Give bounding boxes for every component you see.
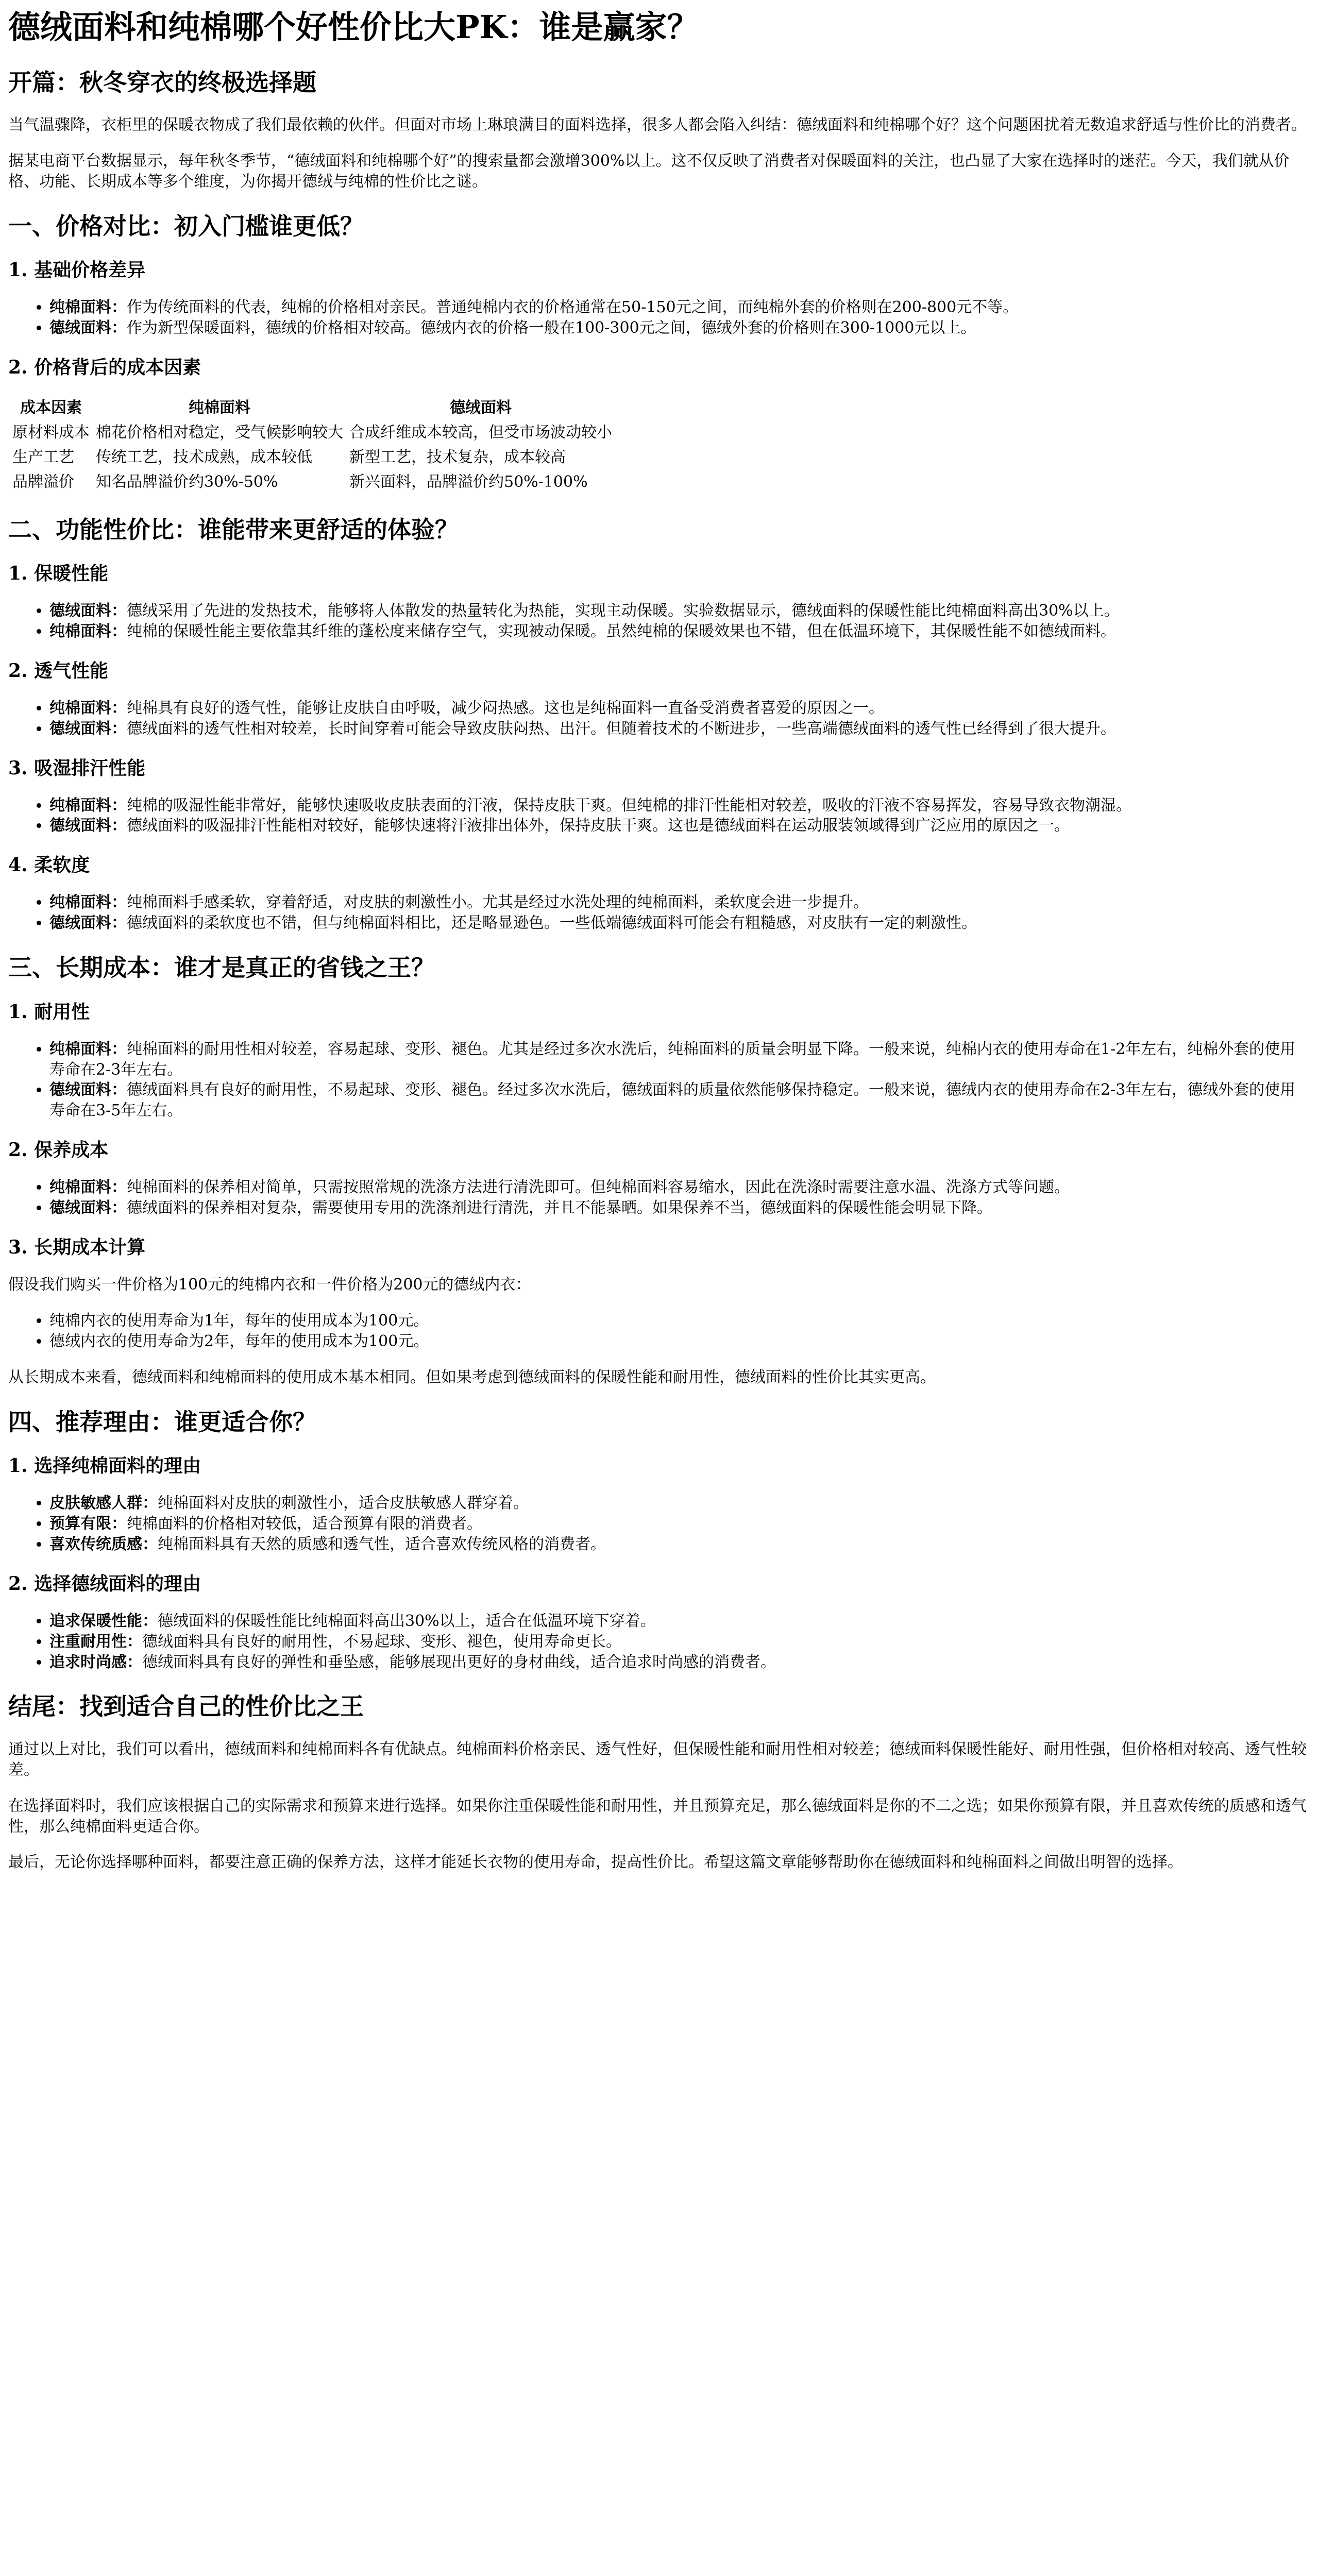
softness-list — [8, 892, 1311, 934]
subsection-cotton-reasons-heading: 1. 选择纯棉面料的理由 — [8, 1455, 201, 1477]
subsection-base-price-heading: 1. 基础价格差异 — [8, 259, 146, 281]
table-header-cell: 德绒面料 — [450, 398, 512, 417]
cost-calc-conclusion: 从长期成本来看，德绒面料和纯棉面料的使用成本基本相同。但如果考虑到德绒面料的保暖性能和耐用性，德绒面料的性价比其实更高。 — [8, 1368, 936, 1386]
subsection-cost-factors-heading: 2. 价格背后的成本因素 — [8, 356, 201, 378]
list-item — [49, 1652, 1311, 1673]
list-item — [49, 1534, 1311, 1555]
item-label: 德绒面料： — [49, 914, 127, 933]
list-item: • 德绒内衣的使用寿命为2年，每年的使用成本为100元。 — [49, 1331, 1311, 1352]
list-item — [49, 816, 1311, 836]
item-label: 追求时尚感： — [49, 1653, 142, 1671]
table-cell: 合成纤维成本较高，但受市场波动较小 — [349, 423, 612, 442]
item-label: 德绒面料： — [49, 719, 127, 738]
item-label: 德绒面料： — [49, 817, 127, 835]
list-item — [49, 1493, 1311, 1514]
item-label: 德绒面料： — [49, 602, 127, 620]
item-text: 纯棉面料手感柔软，穿着舒适，对皮肤的刺激性小。尤其是经过水洗处理的纯棉面料，柔软度会进一步提升。 — [127, 893, 869, 912]
subsection-breathability-heading: 2. 透气性能 — [8, 659, 109, 682]
item-text: 德绒采用了先进的发热技术，能够将人体散发的热量转化为热能，实现主动保暖。实验数据显示，德绒面料的保暖性能比纯棉面料高出30%以上。 — [127, 602, 1120, 620]
cost-factors-table — [8, 395, 616, 496]
item-label: 预算有限： — [49, 1514, 127, 1533]
list-item — [49, 1198, 1311, 1218]
item-label: 喜欢传统质感： — [49, 1535, 158, 1553]
item-label: 德绒面料： — [49, 1081, 127, 1099]
item-text: 德绒面料具有良好的耐用性，不易起球、变形、褪色。经过多次水洗后，德绒面料的质量依然能够保持稳定。一般来说，德绒内衣的使用寿命在2-3年左右，德绒外套的使用寿命在3-5年左右。 — [49, 1081, 1296, 1120]
item-text: 纯棉面料的价格相对较低，适合预算有限的消费者。 — [127, 1514, 482, 1533]
item-label: 追求保暖性能： — [49, 1612, 158, 1630]
item-label: 纯棉面料： — [49, 893, 127, 912]
ending-paragraph-3: 最后，无论你选择哪种面料，都要注意正确的保养方法，这样才能延长衣物的使用寿命，提高性价比。希望这篇文章能够帮助你在德绒面料和纯棉面料之间做出明智的选择。 — [8, 1853, 1183, 1872]
item-text: 德绒面料的柔软度也不错，但与纯棉面料相比，还是略显逊色。一些低端德绒面料可能会有粗糙感，对皮肤有一定的刺激性。 — [127, 914, 977, 933]
item-text: 德绒面料的吸湿排汗性能相对较好，能够快速将汗液排出体外，保持皮肤干爽。这也是德绒面料在运动服装领域得到广泛应用的原因之一。 — [127, 817, 1070, 835]
item-label: 纯棉面料： — [49, 622, 127, 640]
item-text: 纯棉面料对皮肤的刺激性小，适合皮肤敏感人群穿着。 — [158, 1494, 529, 1513]
list-item — [49, 1080, 1311, 1121]
table-cell: 原材料成本 — [12, 423, 90, 442]
list-item — [49, 601, 1311, 621]
warmth-list — [8, 601, 1311, 642]
care-cost-list — [8, 1177, 1311, 1218]
item-text: 德绒面料的保暖性能比纯棉面料高出30%以上，适合在低温环境下穿着。 — [158, 1612, 656, 1630]
item-label: 纯棉面料： — [49, 298, 127, 317]
breathability-list — [8, 698, 1311, 739]
item-text: 纯棉的吸湿性能非常好，能够快速吸收皮肤表面的汗液，保持皮肤干爽。但纯棉的排汗性能相对较差，吸收的汗液不容易挥发，容易导致衣物潮湿。 — [127, 796, 1131, 815]
cotton-reasons-list — [8, 1493, 1311, 1555]
intro-paragraph-2: 据某电商平台数据显示，每年秋冬季节，“德绒面料和纯棉哪个好”的搜索量都会激增300%以上。这不仅反映了消费者对保暖面料的关注，也凸显了大家在选择时的迷茫。今天，我们就从价格、功能、长期成本等多个维度，为你揭开德绒与纯棉的性价比之谜。 — [8, 151, 1290, 191]
list-item: • 纯棉内衣的使用寿命为1年，每年的使用成本为100元。 — [49, 1311, 1311, 1331]
item-text: 德绒面料的保养相对复杂，需要使用专用的洗涤剂进行清洗，并且不能暴晒。如果保养不当，德绒面料的保暖性能会明显下降。 — [127, 1199, 992, 1217]
ending-paragraph-1: 通过以上对比，我们可以看出，德绒面料和纯棉面料各有优缺点。纯棉面料价格亲民、透气性好，但保暖性能和耐用性相对较差；德绒面料保暖性能好、耐用性强，但价格相对较高、透气性较差。 — [8, 1740, 1307, 1779]
table-row — [10, 446, 614, 469]
item-text: 纯棉面料的耐用性相对较差，容易起球、变形、褪色。尤其是经过多次水洗后，纯棉面料的质量会明显下降。一般来说，纯棉内衣的使用寿命在1-2年左右，纯棉外套的使用寿命在2-3年左右。 — [49, 1040, 1296, 1079]
item-label: 纯棉面料： — [49, 796, 127, 815]
list-item — [49, 719, 1311, 739]
moisture-list — [8, 795, 1311, 837]
item-label: 纯棉面料： — [49, 699, 127, 717]
section-recommend-heading: 四、推荐理由：谁更适合你？ — [8, 1408, 316, 1436]
table-cell: 品牌溢价 — [12, 472, 74, 491]
list-item — [49, 698, 1311, 719]
table-cell: 生产工艺 — [12, 448, 74, 466]
list-item — [49, 795, 1311, 816]
list-item — [49, 318, 1311, 338]
item-text: 德绒面料具有良好的弹性和垂坠感，能够展现出更好的身材曲线，适合追求时尚感的消费者。 — [142, 1653, 776, 1671]
item-text: 德绒面料的透气性相对较差，长时间穿着可能会导致皮肤闷热、出汗。但随着技术的不断进步，一些高端德绒面料的透气性已经得到了很大提升。 — [127, 719, 1116, 738]
item-text: 纯棉具有良好的透气性，能够让皮肤自由呼吸，减少闷热感。这也是纯棉面料一直备受消费者喜爱的原因之一。 — [127, 699, 884, 717]
subsection-cost-calc-heading: 3. 长期成本计算 — [8, 1236, 146, 1258]
item-text: 作为传统面料的代表，纯棉的价格相对亲民。普通纯棉内衣的价格通常在50-150元之间，而纯棉外套的价格则在200-800元不等。 — [127, 298, 1019, 317]
subsection-softness-heading: 4. 柔软度 — [8, 854, 90, 876]
ending-paragraph-2: 在选择面料时，我们应该根据自己的实际需求和预算来进行选择。如果你注重保暖性能和耐用性，并且预算充足，那么德绒面料是你的不二之选；如果你预算有限，并且喜欢传统的质感和透气性，那么纯棉面料更适合你。 — [8, 1797, 1307, 1836]
section-price-heading: 一、价格对比：初入门槛谁更低？ — [8, 212, 364, 240]
subsection-care-cost-heading: 2. 保养成本 — [8, 1139, 109, 1161]
item-text: 纯棉面料的保养相对简单，只需按照常规的洗涤方法进行清洗即可。但纯棉面料容易缩水，因此在洗涤时需要注意水温、洗涤方式等问题。 — [127, 1178, 1070, 1197]
ending-heading: 结尾：找到适合自己的性价比之王 — [8, 1692, 364, 1721]
section-longterm-heading: 三、长期成本：谁才是真正的省钱之王？ — [8, 954, 435, 982]
subsection-warmth-heading: 1. 保暖性能 — [8, 563, 109, 585]
table-cell: 新兴面料，品牌溢价约50%-100% — [349, 472, 588, 491]
item-label: 德绒面料： — [49, 319, 127, 337]
table-cell: 新型工艺，技术复杂，成本较高 — [349, 448, 566, 466]
item-text: 作为新型保暖面料，德绒的价格相对较高。德绒内衣的价格一般在100-300元之间，德绒外套的价格则在300-1000元以上。 — [127, 319, 976, 337]
item-text: 纯棉面料具有天然的质感和透气性，适合喜欢传统风格的消费者。 — [158, 1535, 606, 1553]
subsection-moisture-heading: 3. 吸湿排汗性能 — [8, 757, 146, 779]
table-cell: 传统工艺，技术成熟，成本较低 — [96, 448, 312, 466]
table-header-row — [10, 397, 614, 419]
item-label: 纯棉面料： — [49, 1178, 127, 1197]
cost-calc-list — [8, 1311, 1311, 1352]
list-item — [49, 892, 1311, 913]
table-cell: 棉花价格相对稳定，受气候影响较大 — [96, 423, 343, 442]
item-label: 注重耐用性： — [49, 1632, 142, 1651]
item-text: 纯棉的保暖性能主要依靠其纤维的蓬松度来储存空气，实现被动保暖。虽然纯棉的保暖效果也不错，但在低温环境下，其保暖性能不如德绒面料。 — [127, 622, 1116, 640]
table-row — [10, 421, 614, 444]
list-item — [49, 297, 1311, 318]
table-header-cell: 成本因素 — [20, 398, 82, 417]
list-item — [49, 913, 1311, 934]
list-item — [49, 1611, 1311, 1632]
subsection-dering-reasons-heading: 2. 选择德绒面料的理由 — [8, 1572, 201, 1595]
page-title: 德绒面料和纯棉哪个好性价比大PK：谁是赢家？ — [8, 8, 699, 46]
list-item — [49, 1514, 1311, 1534]
base-price-list — [8, 297, 1311, 338]
table-row — [10, 471, 614, 494]
list-item — [49, 1177, 1311, 1198]
cost-calc-paragraph: 假设我们购买一件价格为100元的纯棉内衣和一件价格为200元的德绒内衣： — [8, 1275, 531, 1294]
item-label: 皮肤敏感人群： — [49, 1494, 158, 1513]
item-label: 纯棉面料： — [49, 1040, 127, 1058]
intro-heading: 开篇：秋冬穿衣的终极选择题 — [8, 68, 316, 96]
item-label: 德绒面料： — [49, 1199, 127, 1217]
list-item — [49, 1632, 1311, 1652]
table-header-cell: 纯棉面料 — [189, 398, 250, 417]
item-text: 德绒面料具有良好的耐用性，不易起球、变形、褪色，使用寿命更长。 — [142, 1632, 621, 1651]
section-function-heading: 二、功能性价比：谁能带来更舒适的体验？ — [8, 515, 459, 544]
list-item — [49, 621, 1311, 642]
intro-paragraph-1: 当气温骤降，衣柜里的保暖衣物成了我们最依赖的伙伴。但面对市场上琳琅满目的面料选择，很多人都会陷入纠结：德绒面料和纯棉哪个好？这个问题困扰着无数追求舒适与性价比的消费者。 — [8, 116, 1307, 134]
list-item — [49, 1039, 1311, 1080]
table-cell: 知名品牌溢价约30%-50% — [96, 472, 278, 491]
durability-list — [8, 1039, 1311, 1122]
dering-reasons-list — [8, 1611, 1311, 1673]
subsection-durability-heading: 1. 耐用性 — [8, 1001, 90, 1023]
